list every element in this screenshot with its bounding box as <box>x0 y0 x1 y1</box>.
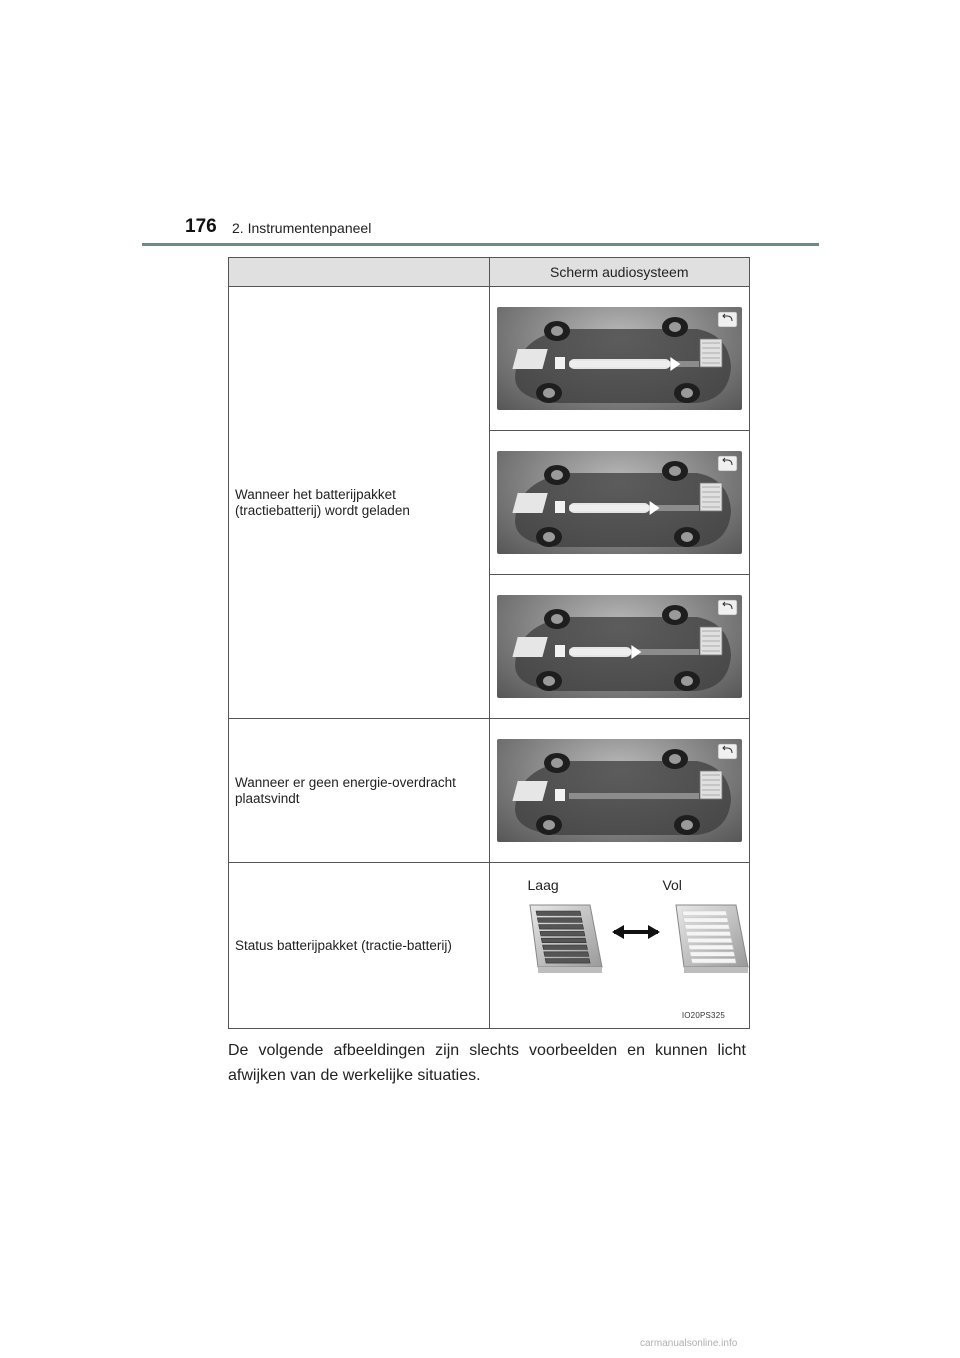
header-empty-cell <box>229 258 490 287</box>
back-arrow-icon <box>718 456 737 471</box>
row-label-no-transfer: Wanneer er geen energie-overdracht plaatsvindt <box>229 719 490 863</box>
hybrid-system-diagram <box>497 307 742 410</box>
double-arrow-icon <box>612 925 660 939</box>
hybrid-system-diagram <box>497 451 742 554</box>
column-header: Scherm audiosysteem <box>489 258 750 287</box>
charging-screen-3 <box>497 595 742 698</box>
figure-code: IO20PS325 <box>681 1011 725 1020</box>
charging-screen-2 <box>497 451 742 554</box>
row-label-battery-status: Status batterijpakket (tractie-batterij) <box>229 863 490 1029</box>
screen-image-cell <box>489 575 750 719</box>
header-rule <box>142 243 819 246</box>
battery-status-cell <box>489 863 750 1029</box>
battery-status-illustration <box>490 863 782 1028</box>
charging-screen-1 <box>497 307 742 410</box>
battery-low-label: Laag <box>527 877 559 893</box>
back-arrow-icon <box>718 744 737 759</box>
section-title: 2. Instrumentenpaneel <box>232 220 372 236</box>
screen-image-cell <box>489 719 750 863</box>
page-number: 176 <box>185 216 217 237</box>
screen-image-cell <box>489 431 750 575</box>
table-row <box>229 863 750 1029</box>
table-row <box>229 719 750 863</box>
watermark: carmanualsonline.info <box>640 1338 738 1349</box>
hybrid-system-diagram <box>497 595 742 698</box>
idle-screen <box>497 739 742 842</box>
row-label-charging: Wanneer het batterijpakket (tractiebatterij) wordt geladen <box>229 287 490 719</box>
table-header-row <box>229 258 750 287</box>
screen-image-cell <box>489 287 750 431</box>
hybrid-system-diagram <box>497 739 742 842</box>
battery-full-icon <box>676 905 748 973</box>
table-row <box>229 287 750 431</box>
back-arrow-icon <box>718 312 737 327</box>
back-arrow-icon <box>718 600 737 615</box>
battery-low-icon <box>530 905 602 973</box>
energy-monitor-table <box>228 257 750 1029</box>
battery-full-label: Vol <box>662 877 682 893</box>
footnote-text: De volgende afbeeldingen zijn slechts voorbeelden en kunnen licht afwijken van de werkelijke situaties. <box>228 1042 746 1084</box>
